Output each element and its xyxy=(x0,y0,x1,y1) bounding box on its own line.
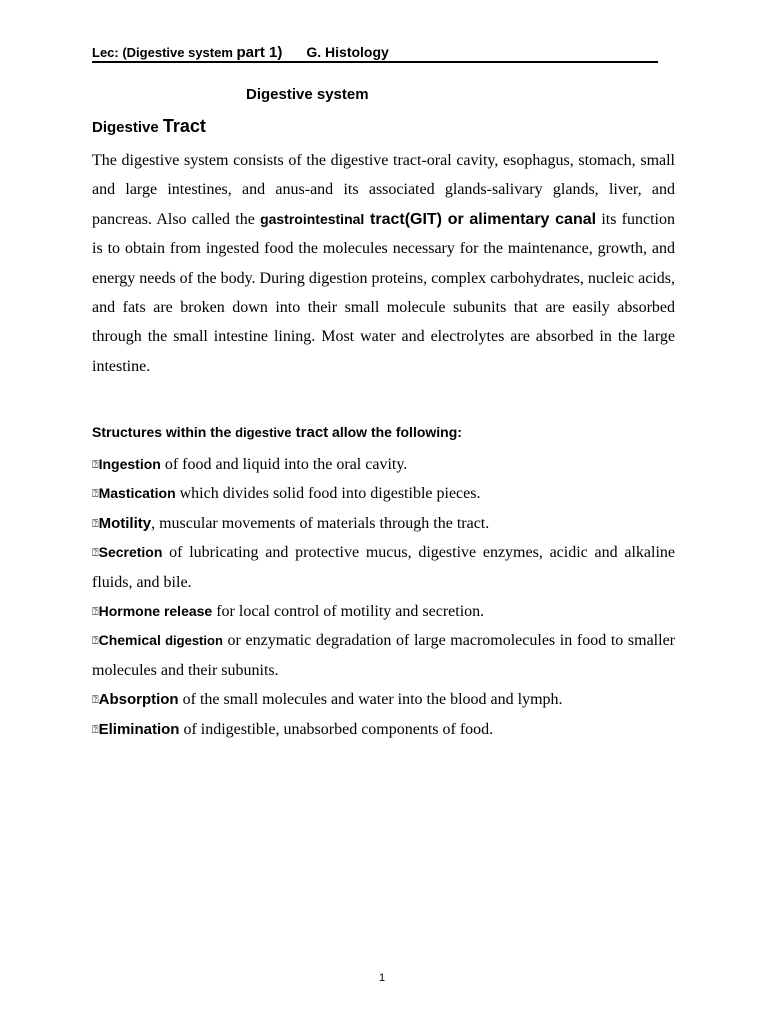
list-item xyxy=(92,509,675,538)
list-item-keyword: Secretion xyxy=(98,544,163,561)
list-item xyxy=(92,597,675,626)
list-item xyxy=(92,685,675,714)
list-item-keyword: Motility xyxy=(98,514,152,532)
list-item-keyword: Elimination xyxy=(98,720,180,738)
page-header xyxy=(92,44,658,63)
list-item-text: or enzymatic degradation of large macromolecules in food to smaller molecules and their subunits. xyxy=(92,632,676,679)
list-item-keyword xyxy=(99,632,223,648)
structures-d: allow the following: xyxy=(328,424,462,440)
header-subject: G. Histology xyxy=(306,44,389,60)
section-heading-b: Tract xyxy=(162,116,206,136)
intro-paragraph xyxy=(92,146,675,381)
missing-glyph-icon: ⍰ xyxy=(92,458,99,471)
list-item-text: of indigestible, unabsorbed components of food. xyxy=(179,720,494,738)
list-item-keyword: Hormone release xyxy=(98,603,213,620)
list-item-text: which divides solid food into digestible pieces. xyxy=(175,485,481,503)
missing-glyph-icon: ⍰ xyxy=(92,546,99,560)
intro-text-2: its function is to obtain from ingested food the molecules necessary for the maintenance, growth, and energy needs of the body. During digestion proteins, complex carbohydrates, nucleic acids, and fats are broken down into their small molecule subunits that are easily absorbed through the small intestine lining. Most water and electrolytes are absorbed in the large intestine. xyxy=(92,210,676,375)
intro-bold-2: tract(GIT) or alimentary canal xyxy=(364,210,597,228)
structures-a: Structures within the xyxy=(92,424,236,440)
list-item-text: of lubricating and protective mucus, digestive enzymes, acidic and alkaline fluids, and bile. xyxy=(92,544,675,591)
list-item-text: of food and liquid into the oral cavity. xyxy=(160,456,408,473)
structures-b: digestive xyxy=(235,425,292,440)
section-heading xyxy=(92,116,206,137)
list-item-keyword: Mastication xyxy=(98,485,176,502)
missing-glyph-icon: ⍰ xyxy=(92,693,99,707)
list-item-text: for local control of motility and secretion. xyxy=(212,603,485,621)
list-item-text: of the small molecules and water into the blood and lymph. xyxy=(178,691,563,709)
intro-bold-1: gastrointestinal xyxy=(260,210,365,227)
missing-glyph-icon: ⍰ xyxy=(92,722,99,736)
list-item-keyword-a: Chemical xyxy=(98,632,161,649)
header-lecture: Lec: (Digestive system xyxy=(92,45,237,60)
structures-c: tract xyxy=(291,424,329,441)
missing-glyph-icon: ⍰ xyxy=(92,487,99,501)
list-item-keyword-b: digestion xyxy=(160,633,223,649)
list-item xyxy=(92,715,675,744)
list-item xyxy=(92,450,675,479)
list-item-text: , muscular movements of materials through the tract. xyxy=(151,514,490,532)
function-list xyxy=(92,450,675,744)
page-title: Digestive system xyxy=(246,86,369,103)
header-part: part 1) xyxy=(236,44,283,61)
structures-heading xyxy=(92,424,462,441)
list-item xyxy=(92,626,675,685)
missing-glyph-icon: ⍰ xyxy=(92,634,99,648)
list-item xyxy=(92,479,675,508)
intro-text-1: The digestive system consists of the digestive tract-oral cavity, esophagus, stomach, small and large intestines, and anus-and its associated glands-salivary glands, liver, and pancreas. Also called the xyxy=(92,152,675,228)
missing-glyph-icon: ⍰ xyxy=(92,516,99,530)
missing-glyph-icon: ⍰ xyxy=(92,605,99,619)
list-item xyxy=(92,538,675,597)
list-item-keyword: Ingestion xyxy=(98,456,161,472)
section-heading-a: Digestive xyxy=(92,119,163,136)
page-number: 1 xyxy=(379,972,386,984)
list-item-keyword: Absorption xyxy=(98,691,179,709)
